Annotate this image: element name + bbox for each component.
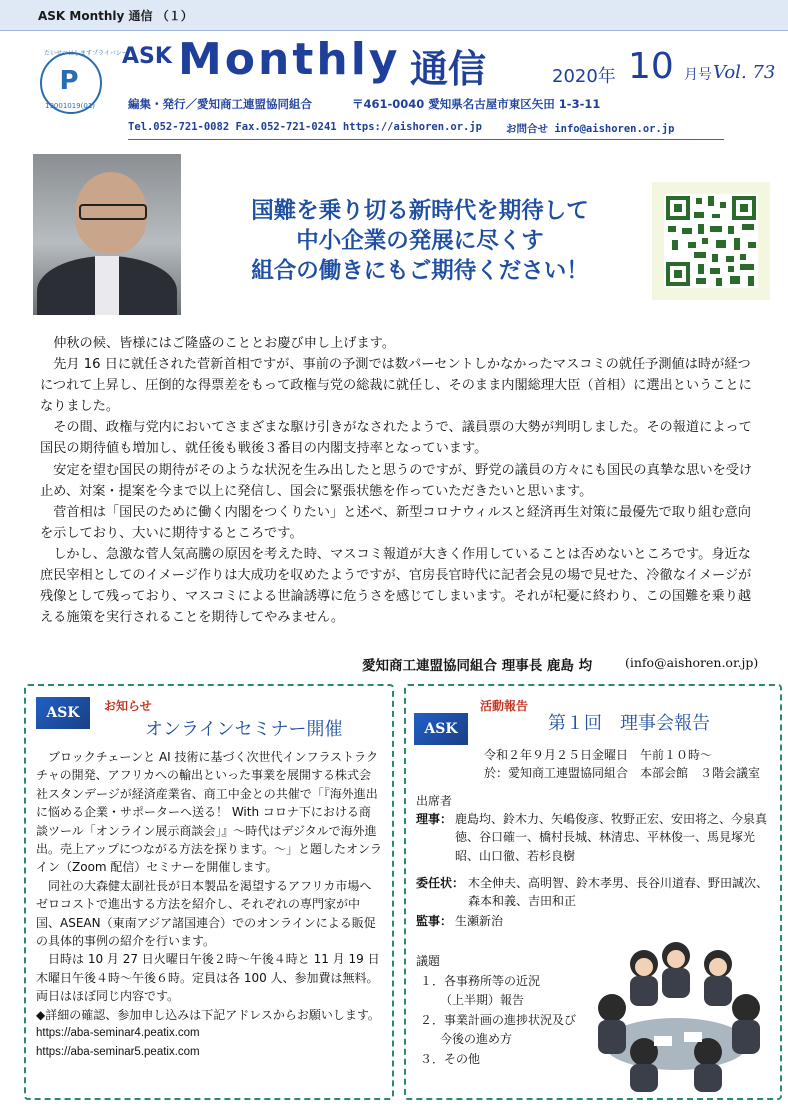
issue-gou: 月号 (684, 67, 712, 83)
meeting-date: 令和２年９月２５日金曜日 午前１０時～ (484, 748, 713, 762)
agenda-item-2b: 今後の進め方 (440, 1032, 513, 1046)
notice-paragraph: 日時は 10 月 27 日火曜日午後２時～午後４時と 11 月 19 日木曜日午後４時～午後６時。定員は各 100 人、参加費は無料。両日はほぼ同じ内容です。 (36, 952, 380, 1004)
meeting-illustration (584, 934, 772, 1092)
headline-line-3: 組合の働きにもご期待ください！ (251, 258, 589, 284)
notice-ask-badge: ASK (36, 697, 90, 729)
privacy-mark-number: 19001019(01) (45, 102, 95, 110)
ribbon-text: ASK Monthly 通信 （１） (38, 9, 193, 23)
top-ribbon (0, 0, 788, 31)
notice-paragraph: 同社の大森健太副社長が日本製品を渇望するアフリカ市場へゼロコストで進出する方法を紹介し、それぞれの専門家が中国、ASEAN（東南アジア諸国連合）でのオンラインによる販促の具体的事例の紹介を行います。 (36, 878, 376, 949)
auditor-name: 生瀬新治 (455, 914, 504, 928)
header-divider (128, 139, 724, 140)
agenda-label: 議題 (416, 954, 441, 968)
notice-note: ◆詳細の確認、参加申し込みは下記アドレスからお願いします。 (36, 1007, 380, 1022)
tel-fax-url: Tel.052-721-0082 Fax.052-721-0241 https://aishoren.or.jp (128, 121, 483, 133)
chairman-message (40, 333, 760, 628)
headline-line-2: 中小企業の発展に尽くす (296, 228, 544, 254)
proxy-label: 委任状： (416, 876, 465, 890)
paragraph: その間、政権与党内においてさまざまな駆け引きがなされたようで、議員票の大勢が判明しました。その報道によって国民の期待値も増加し、就任後も戦後３番目の内閣支持率となっています。 (40, 420, 752, 457)
proxy-list: 木全伸夫、高明智、鈴木孝男、長谷川道春、野田誠次、森本和義、吉田和正 (468, 876, 769, 909)
headline (190, 196, 650, 286)
report-ask-badge: ASK (414, 713, 468, 745)
issue-month: 10 (628, 46, 674, 87)
attendees-label: 出席者 (416, 794, 453, 808)
agenda-item-1: １．各事務所等の近況 (420, 974, 541, 988)
privacy-mark-ring-text: たいせつにしますプライバシー (44, 50, 128, 57)
agenda-item-2: ２．事業計画の進捗状況及び (420, 1013, 577, 1027)
chairman-photo (33, 154, 181, 315)
headline-line-1: 国難を乗り切る新時代を期待して (251, 198, 589, 224)
paragraph: 菅首相は「国民のために働く内閣をつくりたい」と述べ、新型コロナウィルスと経済再生対策に最優先で取り組む意向を示しており、大いに期待するところです。 (40, 504, 751, 541)
publisher: 編集・発行／愛知商工連盟協同組合 (128, 97, 312, 111)
agenda-item-1b: （上半期）報告 (440, 993, 525, 1007)
paragraph: 先月 16 日に就任された菅新首相ですが、事前の予測では数パーセントしかなかったマスコミの就任予測値は時が経つにつれて上昇し、圧倒的な得票差をもって政権与党の総裁に就任し、そのまま内閣総理大臣（首相）に選出ということになりました。 (40, 357, 752, 415)
masthead-ask: ASK (122, 44, 172, 69)
qr-code-icon (664, 194, 758, 288)
address: 〒461-0040 愛知県名古屋市東区矢田 1-3-11 (352, 97, 601, 111)
signature: 愛知商工連盟協同組合 理事長 鹿島 均 (362, 658, 593, 674)
report-label: 活動報告 (480, 699, 529, 713)
directors-label: 理事： (416, 812, 453, 826)
qr-code[interactable] (652, 182, 770, 300)
contact-email: お問合せ info@aishoren.or.jp (506, 123, 675, 135)
paragraph: 仲秋の候、皆様にはご隆盛のこととお慶び申し上げます。 (53, 336, 396, 351)
auditor-label: 監事： (416, 914, 453, 928)
notice-paragraph: ブロックチェーンと AI 技術に基づく次世代インフラストラクチャの開発、アフリカへの輸出といった事業を展開する株式会社スタンデージが経済産業省、商工中金との共催で「『海外進出に悩める企業・サポーターへ送る！ With コロナ下における商談ツール「オンライン展示商談会」』～時代はデジタルで海外進出。売上アップにつながる方法を探ります。～」と題したオンライン（Zoom 配信）セミナーを開催します。 (36, 750, 382, 875)
masthead-monthly: Monthly (178, 34, 401, 85)
paragraph: しかし、急激な菅人気高騰の原因を考えた時、マスコミ報道が大きく作用していることは否めないところです。身近な庶民宰相としてのイメージ作りは大成功を収めたようですが、官房長官時代に記者会見の場で見せた、冷徹なイメージが残像として残っており、マスコミによる世論誘導に危うさを感じてしまいます。それが杞憂に終わり、この国難を乗り越える施策を実行されることを期待してやみません。 (40, 546, 752, 626)
notice-body (36, 748, 382, 1061)
meeting-place: 於：愛知商工連盟協同組合 本部会館 ３階会議室 (484, 766, 761, 780)
seminar-link-1[interactable]: https://aba-seminar4.peatix.com (36, 1027, 200, 1040)
notice-label: お知らせ (104, 699, 152, 713)
issue-volume: Vol. 73 (713, 62, 776, 83)
notice-title: オンラインセミナー開催 (145, 719, 343, 740)
directors-list: 鹿島均、鈴木力、矢嶋俊彦、牧野正宏、安田将之、今泉真徳、谷口確一、橋村長城、林清忠、平林俊一、馬見塚光昭、山口徹、若杉良樹 (455, 812, 768, 863)
agenda-item-3: ３．その他 (420, 1052, 481, 1066)
seminar-link-2[interactable]: https://aba-seminar5.peatix.com (36, 1045, 200, 1058)
privacy-mark-letter: P (59, 66, 79, 96)
masthead-tsushin: 通信 (410, 47, 487, 91)
paragraph: 安定を望む国民の期待がそのような状況を生み出したと思うのですが、野党の議員の方々にも国民の真摯な思いを受け止め、対案・提案を今まで以上に発信し、国会に緊張状態を作っていただきたいと思います。 (40, 462, 753, 499)
issue-year: 2020年 (552, 66, 616, 87)
report-title: 第１回 理事会報告 (548, 713, 710, 734)
signature-email[interactable]: (info@aishoren.or.jp) (625, 655, 759, 670)
